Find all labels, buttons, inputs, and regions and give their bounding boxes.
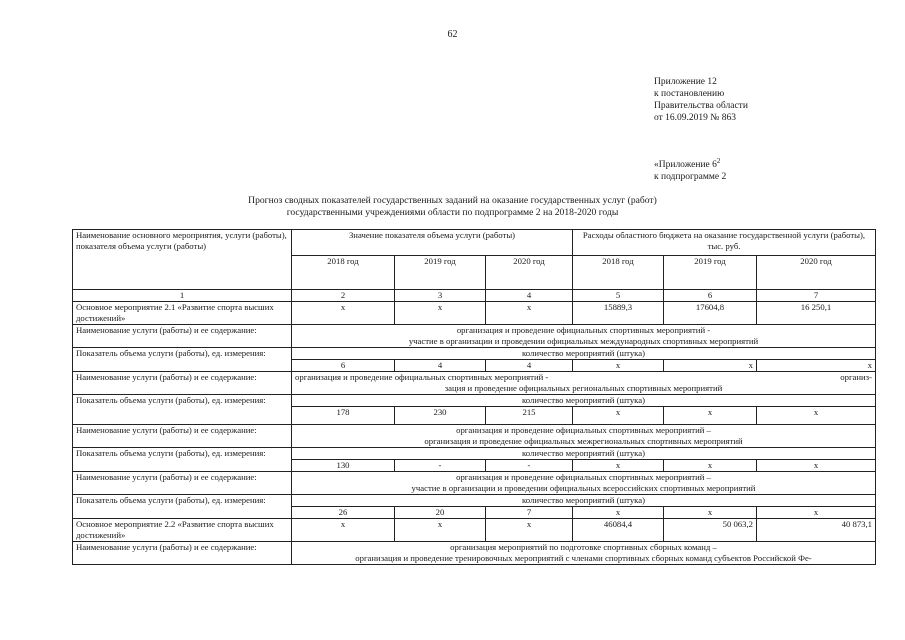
table-row: [73, 425, 876, 448]
value-cell: 17604,8: [664, 302, 757, 325]
column-number: 3: [395, 290, 486, 302]
header-year: 2019 год: [664, 256, 757, 290]
column-number: 5: [573, 290, 664, 302]
service-content: [292, 425, 876, 448]
value-cell: 16 250,1: [757, 302, 876, 325]
service-content: [292, 372, 876, 395]
forecast-table: [72, 229, 876, 565]
value-cell: х: [292, 302, 395, 325]
table-row: [73, 448, 876, 460]
table-row: [73, 519, 876, 542]
document-title: [0, 195, 905, 219]
service-content-line: организация и проведение официальных спортивных мероприятий -: [456, 325, 711, 335]
service-content-part: организация и проведение официальных спортивных мероприятий -: [295, 372, 549, 382]
appendix-2-line-2: к подпрограмме 2: [654, 172, 727, 183]
appendix-line-2: к постановлению: [654, 89, 725, 99]
column-number: 7: [757, 290, 876, 302]
header-year: 2019 год: [395, 256, 486, 290]
unit-cell: количество мероприятий (штука): [292, 395, 876, 407]
value-cell: х: [573, 407, 664, 425]
row-name: Показатель объема услуги (работы), ед. измерения:: [73, 495, 292, 519]
value-cell: 178: [292, 407, 395, 425]
service-content-line: организация и проведение тренировочных мероприятий с членами спортивных сборных команд субъектов Российской Фе-: [355, 553, 812, 563]
service-content-line: организация и проведение официальных межрегиональных спортивных мероприятий: [424, 436, 743, 446]
table-row: [73, 325, 876, 348]
appendix-2-block: [654, 155, 726, 183]
column-number: 1: [73, 290, 292, 302]
header-row-1: [73, 230, 876, 256]
header-name-cell: Наименование основного мероприятия, услуги (работы), показателя объема услуги (работы): [73, 230, 292, 290]
value-cell: 4: [395, 360, 486, 372]
appendix-line-3: Правительства области: [654, 101, 748, 111]
unit-cell: количество мероприятий (штука): [292, 495, 876, 507]
header-row-numbers: [73, 290, 876, 302]
row-name: Показатель объема услуги (работы), ед. измерения:: [73, 448, 292, 472]
value-cell: 215: [486, 407, 573, 425]
value-cell: х: [395, 302, 486, 325]
value-cell: 230: [395, 407, 486, 425]
column-number: 4: [486, 290, 573, 302]
value-cell: 20: [395, 507, 486, 519]
service-content-part: организ-: [840, 372, 873, 382]
service-content: [292, 472, 876, 495]
appendix-block: [654, 76, 748, 124]
value-cell: х: [486, 302, 573, 325]
table-row: [73, 542, 876, 565]
value-cell: -: [486, 460, 573, 472]
header-year: 2020 год: [757, 256, 876, 290]
value-cell: х: [573, 360, 664, 372]
value-cell: х: [664, 460, 757, 472]
table-row: [73, 395, 876, 407]
value-cell: 4: [486, 360, 573, 372]
row-name: Показатель объема услуги (работы), ед. измерения:: [73, 348, 292, 372]
value-cell: 50 063,2: [664, 519, 757, 542]
page-number: 62: [447, 29, 458, 40]
service-content-line: [295, 372, 872, 383]
column-number: 2: [292, 290, 395, 302]
value-cell: х: [757, 507, 876, 519]
value-cell: х: [292, 519, 395, 542]
title-line-2: государственными учреждениями области по подпрограмме 2 на 2018-2020 годы: [286, 207, 619, 218]
unit-cell: количество мероприятий (штука): [292, 448, 876, 460]
header-year: 2018 год: [573, 256, 664, 290]
value-cell: х: [486, 519, 573, 542]
value-cell: 7: [486, 507, 573, 519]
service-content-line: организация мероприятий по подготовке спортивных сборных команд –: [450, 542, 717, 552]
table-row: [73, 302, 876, 325]
service-content-line: организация и проведение официальных спортивных мероприятий –: [456, 425, 711, 435]
value-cell: 6: [292, 360, 395, 372]
value-cell: х: [757, 360, 876, 372]
value-cell: х: [395, 519, 486, 542]
row-name: Наименование услуги (работы) и ее содержание:: [73, 425, 292, 448]
header-year: 2020 год: [486, 256, 573, 290]
title-line-1: Прогноз сводных показателей государственных заданий на оказание государственных услуг (работ): [248, 195, 657, 206]
appendix-2-line-1: [654, 155, 726, 171]
header-year: 2018 год: [292, 256, 395, 290]
row-name: Основное мероприятие 2.1 «Развитие спорта высших достижений»: [73, 302, 292, 325]
value-cell: х: [757, 407, 876, 425]
service-content-line: участие в организации и проведении официальных международных спортивных мероприятий: [408, 336, 759, 346]
service-content: [292, 542, 876, 565]
row-name: Основное мероприятие 2.2 «Развитие спорта высших достижений»: [73, 519, 292, 542]
appendix-line-1: Приложение 12: [654, 77, 717, 87]
service-content: [292, 325, 876, 348]
table-row: [73, 372, 876, 395]
value-cell: 15889,3: [573, 302, 664, 325]
service-content-line: организация и проведение официальных спортивных мероприятий –: [456, 472, 711, 482]
row-name: Наименование услуги (работы) и ее содержание:: [73, 542, 292, 565]
service-content-line: зация и проведение официальных региональных спортивных мероприятий: [444, 383, 723, 393]
column-number: 6: [664, 290, 757, 302]
value-cell: 46084,4: [573, 519, 664, 542]
service-content-line: участие в организации и проведении официальных всероссийских спортивных мероприятий: [411, 483, 756, 493]
row-name: Наименование услуги (работы) и ее содержание:: [73, 472, 292, 495]
row-name: Показатель объема услуги (работы), ед. измерения:: [73, 395, 292, 425]
value-cell: х: [573, 460, 664, 472]
row-name: Наименование услуги (работы) и ее содержание:: [73, 372, 292, 395]
value-cell: 130: [292, 460, 395, 472]
table-row: [73, 495, 876, 507]
value-cell: х: [664, 407, 757, 425]
value-cell: х: [573, 507, 664, 519]
value-cell: 40 873,1: [757, 519, 876, 542]
table-row: [73, 472, 876, 495]
appendix-2-prefix: «Приложение 6: [654, 160, 717, 171]
value-cell: х: [664, 360, 757, 372]
value-cell: -: [395, 460, 486, 472]
header-group-values: Значение показателя объема услуги (работы): [292, 230, 573, 256]
value-cell: х: [664, 507, 757, 519]
appendix-2-superscript: 2: [716, 157, 721, 165]
header-group-expenses: Расходы областного бюджета на оказание государственной услуги (работы), тыс. руб.: [573, 230, 876, 256]
value-cell: 26: [292, 507, 395, 519]
unit-cell: количество мероприятий (штука): [292, 348, 876, 360]
value-cell: х: [757, 460, 876, 472]
appendix-line-4: от 16.09.2019 № 863: [654, 113, 736, 123]
table-row: [73, 348, 876, 360]
row-name: Наименование услуги (работы) и ее содержание:: [73, 325, 292, 348]
